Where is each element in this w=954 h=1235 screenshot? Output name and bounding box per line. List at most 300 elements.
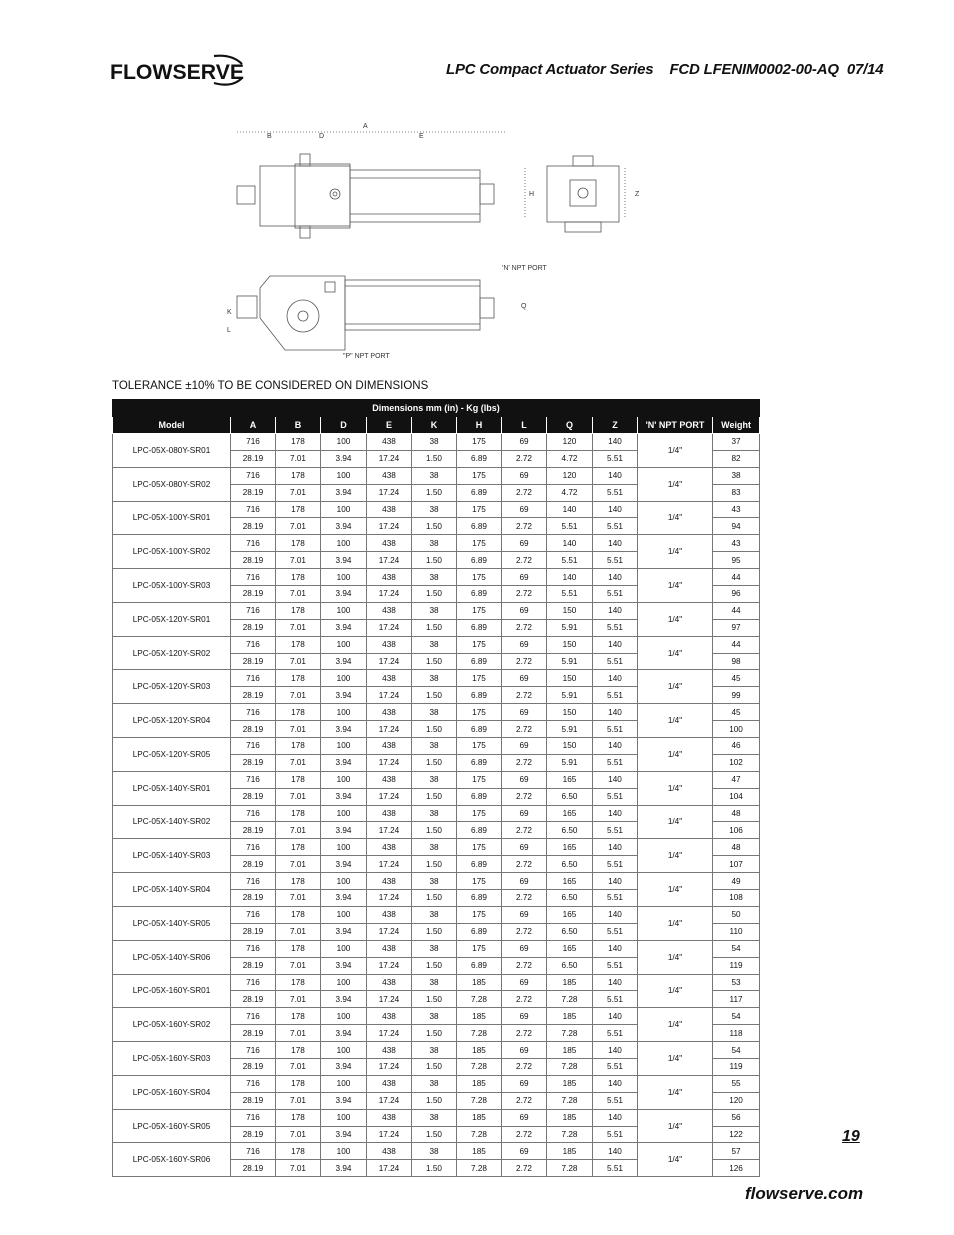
dimension-mm-cell: 716 <box>231 501 276 518</box>
dimension-mm-cell: 178 <box>276 636 321 653</box>
dimension-mm-cell: 140 <box>593 535 638 552</box>
weight-lbs-cell: 122 <box>713 1126 760 1143</box>
dimension-mm-cell: 716 <box>231 1042 276 1059</box>
dimension-in-cell: 7.01 <box>276 586 321 603</box>
model-cell: LPC-05X-080Y-SR02 <box>113 467 231 501</box>
dimension-mm-cell: 438 <box>367 602 412 619</box>
dimension-in-cell: 3.94 <box>321 890 367 907</box>
dimension-mm-cell: 140 <box>593 906 638 923</box>
dimension-in-cell: 28.19 <box>231 518 276 535</box>
weight-lbs-cell: 117 <box>713 991 760 1008</box>
dimension-mm-cell: 69 <box>502 1042 547 1059</box>
dimension-mm-cell: 69 <box>502 535 547 552</box>
dimension-mm-cell: 38 <box>412 1109 457 1126</box>
dimension-mm-cell: 38 <box>412 535 457 552</box>
dimension-in-cell: 28.19 <box>231 856 276 873</box>
dimension-mm-cell: 438 <box>367 569 412 586</box>
dimension-mm-cell: 178 <box>276 805 321 822</box>
dimension-mm-cell: 38 <box>412 839 457 856</box>
dimension-mm-cell: 69 <box>502 602 547 619</box>
dimension-in-cell: 3.94 <box>321 788 367 805</box>
dimension-mm-cell: 175 <box>457 805 502 822</box>
dimension-mm-cell: 716 <box>231 940 276 957</box>
dimension-in-cell: 17.24 <box>367 586 412 603</box>
actuator-dimension-drawing <box>225 118 665 368</box>
dimension-mm-cell: 38 <box>412 467 457 484</box>
dimension-mm-cell: 140 <box>593 434 638 451</box>
model-cell: LPC-05X-100Y-SR03 <box>113 569 231 603</box>
dimension-mm-cell: 716 <box>231 771 276 788</box>
dimension-in-cell: 3.94 <box>321 1058 367 1075</box>
dimension-mm-cell: 716 <box>231 738 276 755</box>
dimension-in-cell: 5.51 <box>593 991 638 1008</box>
dimension-mm-cell: 175 <box>457 467 502 484</box>
dimension-mm-cell: 69 <box>502 434 547 451</box>
weight-kg-cell: 44 <box>713 569 760 586</box>
weight-kg-cell: 38 <box>713 467 760 484</box>
dimension-mm-cell: 716 <box>231 1143 276 1160</box>
dimension-mm-cell: 100 <box>321 738 367 755</box>
dimension-mm-cell: 38 <box>412 569 457 586</box>
dimension-mm-cell: 438 <box>367 805 412 822</box>
footer-url: flowserve.com <box>745 1184 864 1203</box>
dimension-in-cell: 2.72 <box>502 754 547 771</box>
dimension-mm-cell: 716 <box>231 906 276 923</box>
dimension-in-cell: 5.51 <box>593 1058 638 1075</box>
model-cell: LPC-05X-140Y-SR05 <box>113 906 231 940</box>
dim-label-z: Z <box>635 191 640 198</box>
dimension-in-cell: 28.19 <box>231 754 276 771</box>
dimension-mm-cell: 38 <box>412 805 457 822</box>
dimension-in-cell: 3.94 <box>321 687 367 704</box>
model-cell: LPC-05X-140Y-SR03 <box>113 839 231 873</box>
dimension-in-cell: 17.24 <box>367 619 412 636</box>
model-cell: LPC-05X-100Y-SR01 <box>113 501 231 535</box>
dimension-in-cell: 6.89 <box>457 484 502 501</box>
dimension-in-cell: 5.51 <box>593 484 638 501</box>
dimension-in-cell: 4.72 <box>547 450 593 467</box>
model-cell: LPC-05X-140Y-SR06 <box>113 940 231 974</box>
dimension-in-cell: 7.01 <box>276 788 321 805</box>
dimension-in-cell: 5.91 <box>547 687 593 704</box>
dimension-mm-cell: 438 <box>367 467 412 484</box>
dimension-in-cell: 1.50 <box>412 450 457 467</box>
weight-lbs-cell: 119 <box>713 1058 760 1075</box>
dimension-mm-cell: 69 <box>502 1109 547 1126</box>
model-cell: LPC-05X-120Y-SR05 <box>113 738 231 772</box>
dimension-mm-cell: 438 <box>367 906 412 923</box>
dimension-mm-cell: 69 <box>502 1075 547 1092</box>
dimension-in-cell: 3.94 <box>321 721 367 738</box>
dimension-mm-cell: 716 <box>231 805 276 822</box>
dimension-mm-cell: 140 <box>593 805 638 822</box>
dimension-in-cell: 6.89 <box>457 586 502 603</box>
dimension-mm-cell: 178 <box>276 839 321 856</box>
dimension-mm-cell: 100 <box>321 1008 367 1025</box>
model-cell: LPC-05X-160Y-SR05 <box>113 1109 231 1143</box>
dimension-mm-cell: 38 <box>412 906 457 923</box>
dimension-mm-cell: 438 <box>367 1143 412 1160</box>
dimension-mm-cell: 165 <box>547 771 593 788</box>
weight-kg-cell: 43 <box>713 535 760 552</box>
npt-port-cell: 1/4" <box>638 873 713 907</box>
dimension-mm-cell: 100 <box>321 771 367 788</box>
dimension-in-cell: 3.94 <box>321 856 367 873</box>
dimension-mm-cell: 438 <box>367 839 412 856</box>
dimension-in-cell: 7.28 <box>547 1058 593 1075</box>
dimension-in-cell: 1.50 <box>412 552 457 569</box>
table-row-metric <box>113 940 760 957</box>
dimension-in-cell: 6.50 <box>547 957 593 974</box>
model-cell: LPC-05X-120Y-SR01 <box>113 602 231 636</box>
dimension-mm-cell: 175 <box>457 738 502 755</box>
dimension-in-cell: 3.94 <box>321 653 367 670</box>
dimension-in-cell: 6.50 <box>547 822 593 839</box>
table-row-metric <box>113 1075 760 1092</box>
column-header: A <box>231 417 276 434</box>
dimension-mm-cell: 140 <box>593 738 638 755</box>
dimension-mm-cell: 140 <box>593 873 638 890</box>
table-row-metric <box>113 434 760 451</box>
dimension-in-cell: 7.01 <box>276 890 321 907</box>
weight-lbs-cell: 118 <box>713 1025 760 1042</box>
weight-kg-cell: 53 <box>713 974 760 991</box>
dimension-in-cell: 2.72 <box>502 1058 547 1075</box>
dimension-mm-cell: 100 <box>321 704 367 721</box>
weight-lbs-cell: 83 <box>713 484 760 501</box>
dimension-mm-cell: 175 <box>457 906 502 923</box>
dimension-mm-cell: 140 <box>593 974 638 991</box>
dimension-mm-cell: 69 <box>502 1143 547 1160</box>
dimension-in-cell: 28.19 <box>231 586 276 603</box>
dimension-in-cell: 6.50 <box>547 788 593 805</box>
dimension-mm-cell: 175 <box>457 839 502 856</box>
dimension-in-cell: 6.89 <box>457 552 502 569</box>
dimension-mm-cell: 140 <box>593 1143 638 1160</box>
dimension-mm-cell: 165 <box>547 906 593 923</box>
dimension-mm-cell: 140 <box>593 771 638 788</box>
dimension-in-cell: 6.89 <box>457 721 502 738</box>
dimension-in-cell: 7.28 <box>547 1092 593 1109</box>
dimension-mm-cell: 178 <box>276 974 321 991</box>
dimension-mm-cell: 38 <box>412 873 457 890</box>
dimension-in-cell: 2.72 <box>502 721 547 738</box>
npt-port-cell: 1/4" <box>638 467 713 501</box>
dimension-in-cell: 7.28 <box>457 1160 502 1177</box>
dimension-mm-cell: 140 <box>593 704 638 721</box>
dimension-in-cell: 6.89 <box>457 518 502 535</box>
dimension-in-cell: 17.24 <box>367 484 412 501</box>
dimension-in-cell: 17.24 <box>367 687 412 704</box>
dimension-mm-cell: 100 <box>321 501 367 518</box>
dimension-in-cell: 17.24 <box>367 552 412 569</box>
dimension-in-cell: 1.50 <box>412 721 457 738</box>
dimension-in-cell: 7.01 <box>276 450 321 467</box>
weight-kg-cell: 55 <box>713 1075 760 1092</box>
dimension-in-cell: 3.94 <box>321 552 367 569</box>
dimension-in-cell: 1.50 <box>412 923 457 940</box>
dimension-in-cell: 17.24 <box>367 1025 412 1042</box>
dimension-mm-cell: 438 <box>367 1042 412 1059</box>
weight-kg-cell: 43 <box>713 501 760 518</box>
dimension-mm-cell: 140 <box>593 1042 638 1059</box>
dimension-in-cell: 17.24 <box>367 1160 412 1177</box>
table-row-metric <box>113 467 760 484</box>
npt-port-cell: 1/4" <box>638 434 713 468</box>
dimension-mm-cell: 178 <box>276 906 321 923</box>
table-row-metric <box>113 535 760 552</box>
dimension-in-cell: 7.01 <box>276 1025 321 1042</box>
table-row-metric <box>113 704 760 721</box>
dimension-in-cell: 1.50 <box>412 518 457 535</box>
dimension-mm-cell: 178 <box>276 738 321 755</box>
dimension-in-cell: 7.01 <box>276 721 321 738</box>
dimension-mm-cell: 38 <box>412 1042 457 1059</box>
dimension-mm-cell: 178 <box>276 569 321 586</box>
dimension-in-cell: 1.50 <box>412 1160 457 1177</box>
dimension-in-cell: 1.50 <box>412 586 457 603</box>
dimension-mm-cell: 140 <box>593 839 638 856</box>
model-cell: LPC-05X-140Y-SR02 <box>113 805 231 839</box>
dimension-in-cell: 28.19 <box>231 721 276 738</box>
dimension-in-cell: 7.28 <box>547 1160 593 1177</box>
dimension-in-cell: 7.01 <box>276 1126 321 1143</box>
dimension-in-cell: 28.19 <box>231 957 276 974</box>
dimension-in-cell: 2.72 <box>502 518 547 535</box>
column-header: Model <box>113 417 231 434</box>
dimension-mm-cell: 69 <box>502 501 547 518</box>
flowserve-logo <box>110 52 250 90</box>
dimension-in-cell: 7.01 <box>276 1160 321 1177</box>
model-cell: LPC-05X-140Y-SR04 <box>113 873 231 907</box>
dimension-mm-cell: 100 <box>321 873 367 890</box>
dimension-mm-cell: 100 <box>321 1109 367 1126</box>
dimension-in-cell: 5.91 <box>547 754 593 771</box>
table-row-metric <box>113 805 760 822</box>
dimension-in-cell: 3.94 <box>321 991 367 1008</box>
dimension-in-cell: 7.01 <box>276 619 321 636</box>
dim-label-a: A <box>363 123 368 130</box>
dimension-in-cell: 17.24 <box>367 856 412 873</box>
dimension-in-cell: 7.01 <box>276 991 321 1008</box>
series-title: LPC Compact Actuator Series <box>446 61 654 78</box>
dimension-in-cell: 1.50 <box>412 856 457 873</box>
dimension-in-cell: 1.50 <box>412 619 457 636</box>
dim-label-h: H <box>529 191 535 198</box>
dimension-in-cell: 7.28 <box>547 1126 593 1143</box>
weight-lbs-cell: 126 <box>713 1160 760 1177</box>
column-header: Q <box>547 417 593 434</box>
dimension-in-cell: 7.28 <box>457 1058 502 1075</box>
dimension-in-cell: 5.91 <box>547 721 593 738</box>
dimension-in-cell: 5.51 <box>593 721 638 738</box>
weight-lbs-cell: 110 <box>713 923 760 940</box>
dimension-in-cell: 7.01 <box>276 653 321 670</box>
dim-label-b: B <box>267 133 272 140</box>
dimension-in-cell: 7.01 <box>276 754 321 771</box>
dimension-in-cell: 6.89 <box>457 653 502 670</box>
dimension-in-cell: 3.94 <box>321 957 367 974</box>
table-row-metric <box>113 602 760 619</box>
dimension-in-cell: 5.51 <box>593 822 638 839</box>
dimension-mm-cell: 185 <box>457 1008 502 1025</box>
dimension-in-cell: 17.24 <box>367 822 412 839</box>
dimension-mm-cell: 38 <box>412 636 457 653</box>
dimension-in-cell: 3.94 <box>321 484 367 501</box>
dimension-in-cell: 28.19 <box>231 788 276 805</box>
column-header: E <box>367 417 412 434</box>
dimension-mm-cell: 100 <box>321 1143 367 1160</box>
dimensions-table <box>112 399 760 1177</box>
dimension-mm-cell: 438 <box>367 974 412 991</box>
dimension-in-cell: 7.01 <box>276 957 321 974</box>
tolerance-note: TOLERANCE ±10% TO BE CONSIDERED ON DIMENSIONS <box>112 380 429 392</box>
table-row-metric <box>113 569 760 586</box>
dimension-in-cell: 2.72 <box>502 552 547 569</box>
dimension-mm-cell: 175 <box>457 602 502 619</box>
dimension-mm-cell: 150 <box>547 738 593 755</box>
dimension-in-cell: 5.51 <box>547 518 593 535</box>
dimension-in-cell: 2.72 <box>502 1160 547 1177</box>
table-row-metric <box>113 873 760 890</box>
dimension-mm-cell: 438 <box>367 771 412 788</box>
dimension-in-cell: 5.51 <box>593 518 638 535</box>
dimension-mm-cell: 178 <box>276 467 321 484</box>
document-header <box>446 61 883 78</box>
dimension-mm-cell: 69 <box>502 636 547 653</box>
dimension-in-cell: 2.72 <box>502 1025 547 1042</box>
dimension-mm-cell: 120 <box>547 467 593 484</box>
dimension-in-cell: 17.24 <box>367 653 412 670</box>
weight-lbs-cell: 82 <box>713 450 760 467</box>
dimension-mm-cell: 38 <box>412 1008 457 1025</box>
n-npt-port-label: 'N' NPT PORT <box>502 265 547 272</box>
dimension-in-cell: 3.94 <box>321 586 367 603</box>
dimension-mm-cell: 100 <box>321 1075 367 1092</box>
dimension-in-cell: 6.50 <box>547 890 593 907</box>
npt-port-cell: 1/4" <box>638 771 713 805</box>
dimension-mm-cell: 100 <box>321 974 367 991</box>
dimension-in-cell: 3.94 <box>321 1025 367 1042</box>
table-row-metric <box>113 738 760 755</box>
dimension-mm-cell: 185 <box>457 1109 502 1126</box>
dimension-in-cell: 6.50 <box>547 856 593 873</box>
dimension-mm-cell: 178 <box>276 670 321 687</box>
model-cell: LPC-05X-160Y-SR04 <box>113 1075 231 1109</box>
dimension-in-cell: 7.01 <box>276 856 321 873</box>
table-row-metric <box>113 771 760 788</box>
dimension-mm-cell: 178 <box>276 1109 321 1126</box>
npt-port-cell: 1/4" <box>638 1008 713 1042</box>
column-header: Z <box>593 417 638 434</box>
dimension-in-cell: 3.94 <box>321 1092 367 1109</box>
npt-port-cell: 1/4" <box>638 906 713 940</box>
dimension-mm-cell: 69 <box>502 906 547 923</box>
dimension-in-cell: 2.72 <box>502 687 547 704</box>
dimension-mm-cell: 100 <box>321 535 367 552</box>
dimension-in-cell: 5.51 <box>593 1092 638 1109</box>
dimension-in-cell: 3.94 <box>321 923 367 940</box>
column-header: L <box>502 417 547 434</box>
dimension-mm-cell: 38 <box>412 1143 457 1160</box>
npt-port-cell: 1/4" <box>638 738 713 772</box>
column-header: B <box>276 417 321 434</box>
dimension-mm-cell: 175 <box>457 569 502 586</box>
weight-kg-cell: 54 <box>713 1008 760 1025</box>
dimension-in-cell: 5.51 <box>593 1025 638 1042</box>
dimension-in-cell: 7.01 <box>276 484 321 501</box>
weight-kg-cell: 54 <box>713 940 760 957</box>
dimension-mm-cell: 175 <box>457 670 502 687</box>
weight-lbs-cell: 106 <box>713 822 760 839</box>
dimension-in-cell: 17.24 <box>367 890 412 907</box>
npt-port-cell: 1/4" <box>638 1075 713 1109</box>
dimension-mm-cell: 38 <box>412 738 457 755</box>
dimension-mm-cell: 120 <box>547 434 593 451</box>
dimension-mm-cell: 140 <box>547 535 593 552</box>
dimension-mm-cell: 38 <box>412 434 457 451</box>
model-cell: LPC-05X-080Y-SR01 <box>113 434 231 468</box>
weight-kg-cell: 50 <box>713 906 760 923</box>
dimension-mm-cell: 38 <box>412 501 457 518</box>
table-body <box>113 434 760 1177</box>
document-date: 07/14 <box>846 61 884 78</box>
dimension-in-cell: 1.50 <box>412 754 457 771</box>
dimension-in-cell: 7.28 <box>457 1025 502 1042</box>
dimension-in-cell: 1.50 <box>412 687 457 704</box>
dimension-mm-cell: 150 <box>547 602 593 619</box>
dimension-in-cell: 7.28 <box>457 991 502 1008</box>
npt-port-cell: 1/4" <box>638 636 713 670</box>
table-row-metric <box>113 501 760 518</box>
dimension-mm-cell: 175 <box>457 535 502 552</box>
dimension-mm-cell: 178 <box>276 535 321 552</box>
dimension-mm-cell: 69 <box>502 771 547 788</box>
dimension-mm-cell: 100 <box>321 602 367 619</box>
dimension-in-cell: 2.72 <box>502 957 547 974</box>
dimension-mm-cell: 38 <box>412 974 457 991</box>
dimension-mm-cell: 140 <box>593 501 638 518</box>
weight-lbs-cell: 108 <box>713 890 760 907</box>
dimension-in-cell: 4.72 <box>547 484 593 501</box>
dimension-mm-cell: 438 <box>367 636 412 653</box>
p-npt-port-label: "P" NPT PORT <box>343 353 390 360</box>
dimension-mm-cell: 716 <box>231 873 276 890</box>
npt-port-cell: 1/4" <box>638 1042 713 1076</box>
dimension-mm-cell: 716 <box>231 1075 276 1092</box>
dim-label-k: K <box>227 309 232 316</box>
weight-lbs-cell: 95 <box>713 552 760 569</box>
dimension-mm-cell: 716 <box>231 434 276 451</box>
dimension-mm-cell: 100 <box>321 906 367 923</box>
dimension-in-cell: 1.50 <box>412 1126 457 1143</box>
table-row-metric <box>113 974 760 991</box>
dimension-mm-cell: 100 <box>321 670 367 687</box>
dimension-mm-cell: 38 <box>412 771 457 788</box>
weight-kg-cell: 44 <box>713 636 760 653</box>
dimension-mm-cell: 185 <box>457 1042 502 1059</box>
dimension-in-cell: 5.51 <box>593 450 638 467</box>
model-cell: LPC-05X-160Y-SR06 <box>113 1143 231 1177</box>
weight-lbs-cell: 99 <box>713 687 760 704</box>
dimension-in-cell: 6.89 <box>457 754 502 771</box>
weight-kg-cell: 48 <box>713 805 760 822</box>
dimension-mm-cell: 100 <box>321 1042 367 1059</box>
dimension-mm-cell: 438 <box>367 940 412 957</box>
dimension-mm-cell: 178 <box>276 1143 321 1160</box>
dimension-mm-cell: 175 <box>457 873 502 890</box>
dimension-in-cell: 2.72 <box>502 822 547 839</box>
